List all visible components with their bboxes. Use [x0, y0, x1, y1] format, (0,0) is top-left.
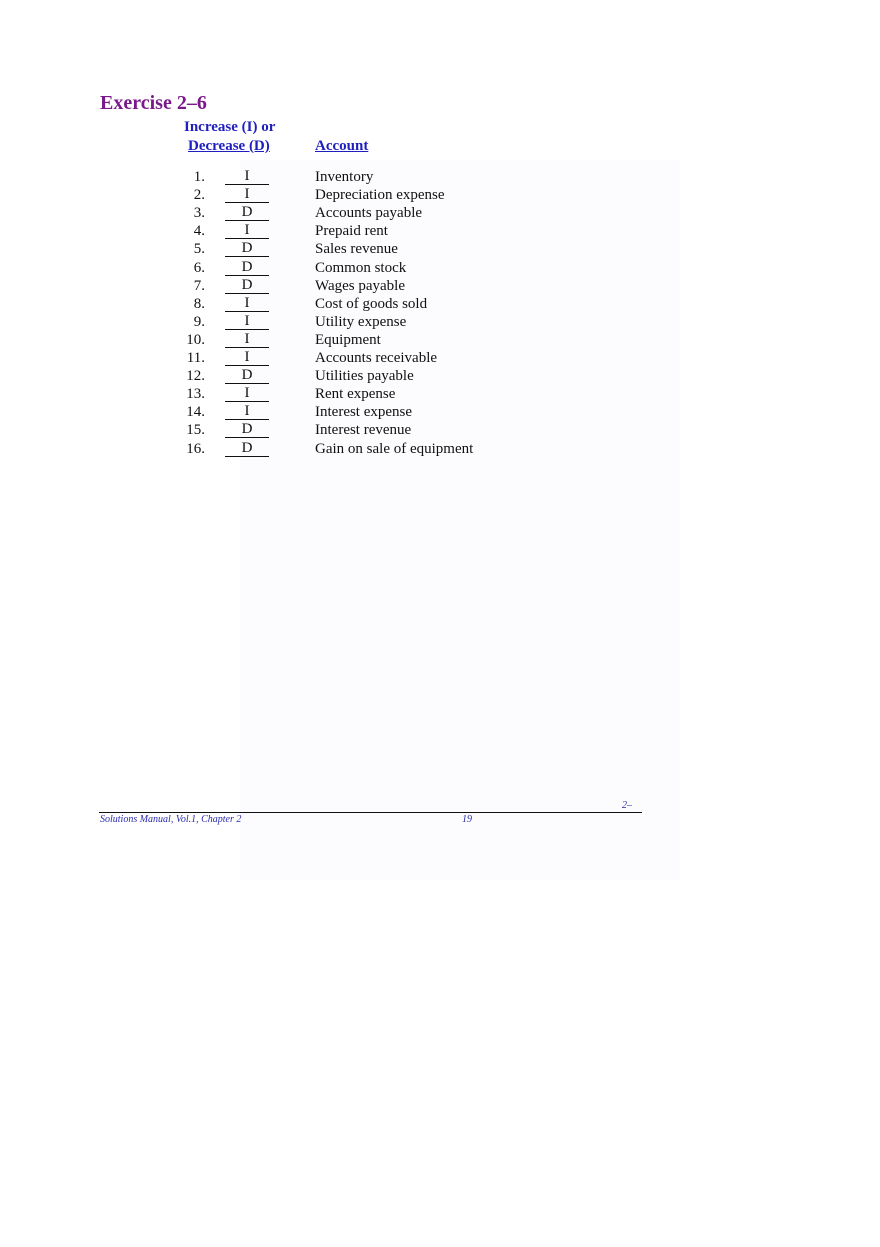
item-account: Common stock — [315, 259, 407, 276]
item-account: Depreciation expense — [315, 187, 445, 204]
item-answer: D — [225, 422, 269, 438]
item-number: 4. — [193, 223, 205, 240]
list-item — [0, 296, 880, 314]
list-item — [0, 260, 880, 278]
item-number: 10. — [186, 331, 205, 348]
list-item — [0, 441, 880, 459]
item-answer: I — [225, 332, 269, 348]
item-answer: I — [225, 404, 269, 420]
item-number: 1. — [193, 169, 205, 185]
item-answer: D — [225, 260, 269, 276]
item-number: 15. — [186, 422, 205, 439]
list-item — [0, 422, 880, 440]
item-number: 9. — [193, 313, 205, 330]
footer-chapter-mark: 2– — [622, 800, 632, 811]
item-account: Utilities payable — [315, 368, 414, 385]
item-account: Gain on sale of equipment — [315, 440, 474, 457]
item-answer: I — [225, 187, 269, 203]
item-account: Rent expense — [315, 386, 396, 403]
item-account: Interest expense — [315, 404, 413, 421]
list-item — [0, 205, 880, 223]
item-number: 2. — [193, 187, 205, 204]
item-account: Cost of goods sold — [315, 295, 428, 312]
item-answer: I — [225, 386, 269, 402]
list-item — [0, 278, 880, 296]
item-answer: I — [225, 223, 269, 239]
item-number: 3. — [193, 205, 205, 222]
item-account: Equipment — [315, 331, 381, 348]
item-account: Interest revenue — [315, 422, 412, 439]
item-number: 16. — [186, 440, 205, 457]
list-item — [0, 350, 880, 368]
column-header-account: Account — [315, 138, 369, 154]
exercise-title: Exercise 2–6 — [100, 92, 207, 114]
item-answer: I — [225, 296, 269, 312]
item-answer: I — [225, 350, 269, 366]
item-number: 6. — [193, 259, 205, 276]
item-account: Prepaid rent — [315, 223, 388, 240]
item-answer: D — [225, 368, 269, 384]
footer-divider — [99, 812, 642, 813]
item-answer: D — [225, 241, 269, 257]
item-answer: D — [225, 441, 269, 457]
item-number: 14. — [186, 404, 205, 421]
item-account: Sales revenue — [315, 241, 398, 258]
footer-source: Solutions Manual, Vol.1, Chapter 2 — [100, 814, 242, 825]
footer-page-number: 19 — [462, 814, 472, 825]
list-item — [0, 241, 880, 259]
item-number: 11. — [186, 350, 205, 366]
list-item — [0, 314, 880, 332]
item-answer: D — [225, 278, 269, 294]
list-item — [0, 223, 880, 241]
item-answer: I — [225, 169, 269, 185]
item-account: Wages payable — [315, 277, 405, 294]
list-item — [0, 332, 880, 350]
item-account: Accounts receivable — [315, 350, 438, 366]
list-item — [0, 169, 880, 187]
list-item — [0, 187, 880, 205]
item-number: 7. — [193, 277, 205, 294]
item-number: 5. — [193, 241, 205, 258]
list-item — [0, 404, 880, 422]
item-number: 8. — [193, 295, 205, 312]
list-item — [0, 368, 880, 386]
column-header-change-line2: Decrease (D) — [188, 138, 270, 154]
item-account: Utility expense — [315, 313, 407, 330]
list-item — [0, 386, 880, 404]
item-number: 12. — [186, 368, 205, 385]
column-header-change-line1: Increase (I) or — [184, 119, 276, 135]
item-account: Inventory — [315, 169, 374, 185]
item-account: Accounts payable — [315, 205, 423, 222]
item-number: 13. — [186, 386, 205, 403]
item-answer: D — [225, 205, 269, 221]
item-answer: I — [225, 314, 269, 330]
